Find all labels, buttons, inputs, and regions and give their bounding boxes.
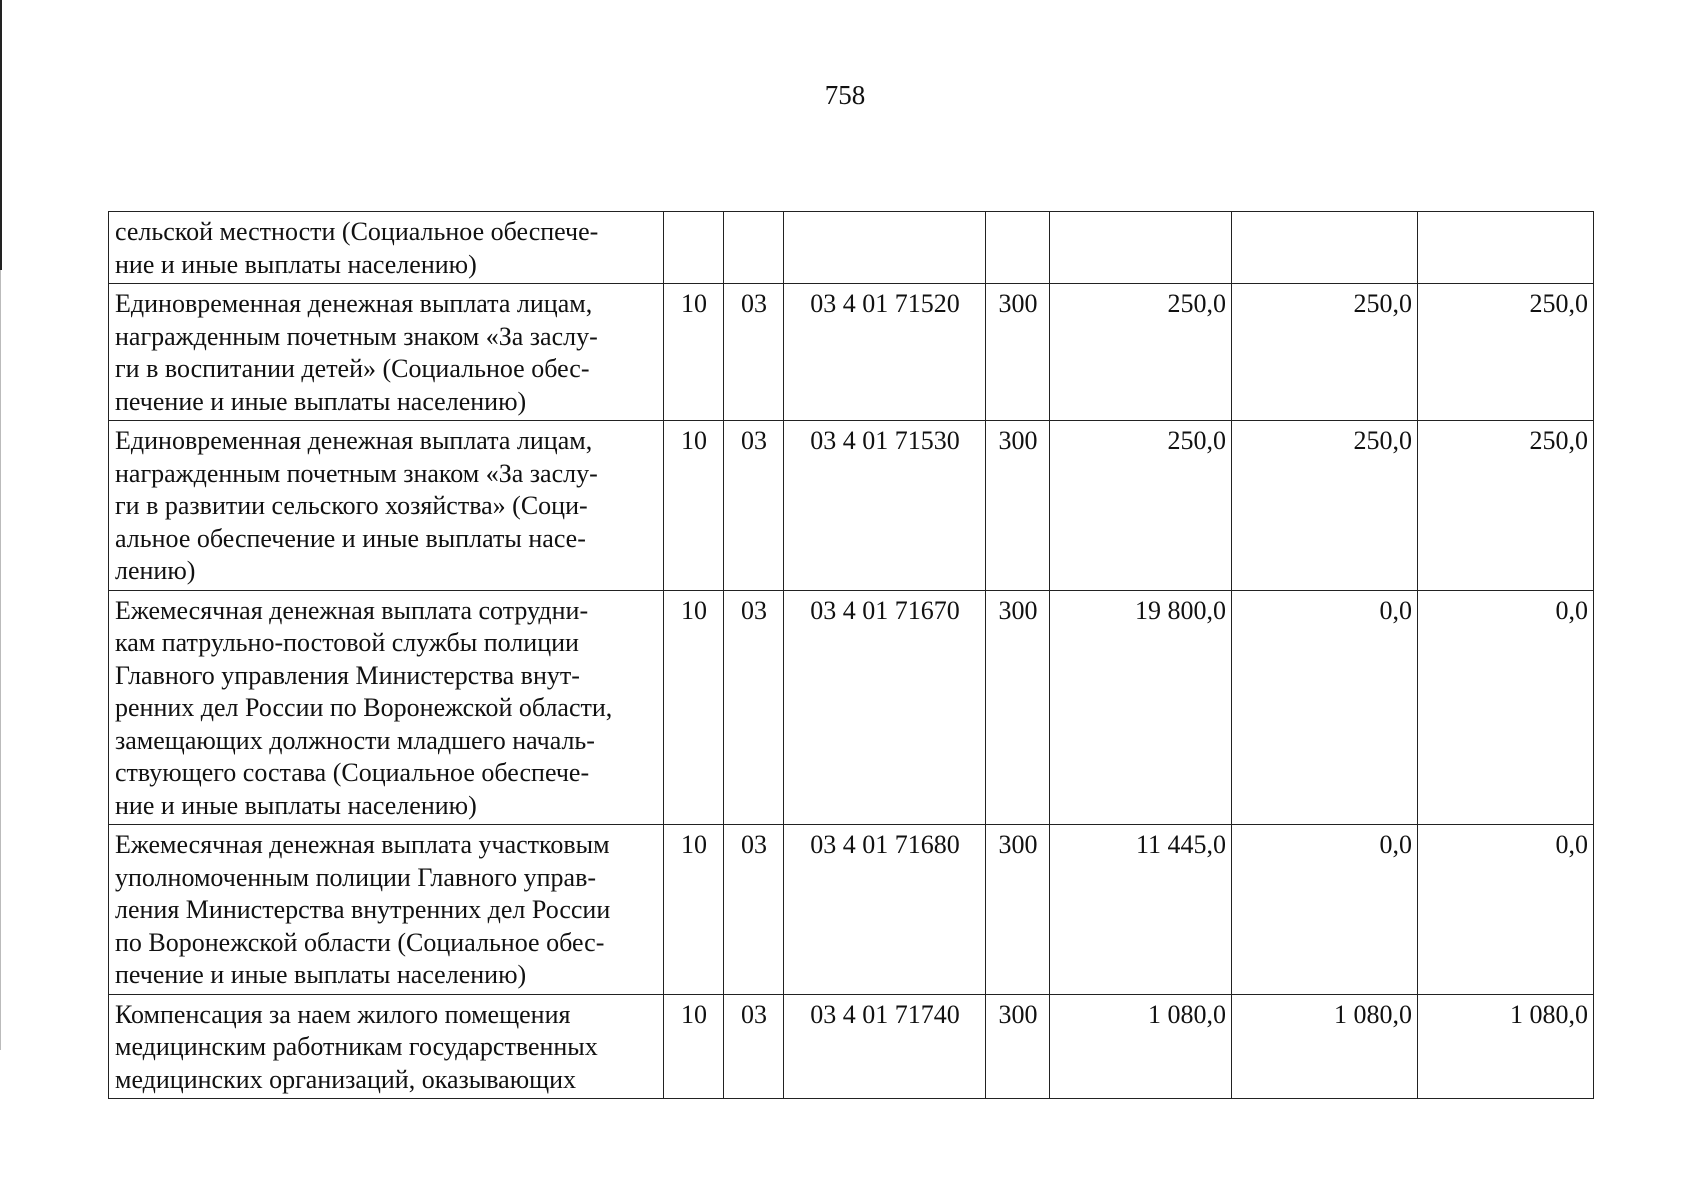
subsection-code-cell: 03	[724, 284, 784, 421]
amount-year-3-cell: 250,0	[1418, 421, 1594, 591]
table-body	[109, 212, 1594, 1099]
item-name-line: ние и иные выплаты населению)	[115, 790, 477, 820]
item-name-line: Компенсация за наем жилого помещения	[115, 999, 571, 1029]
item-name-cell	[109, 994, 664, 1099]
amount-year-2-cell: 1 080,0	[1232, 994, 1418, 1099]
target-article-code-cell: 03 4 01 71740	[784, 994, 986, 1099]
item-name-line: Единовременная денежная выплата лицам,	[115, 289, 593, 318]
amount-year-3-cell: 0,0	[1418, 825, 1594, 995]
item-name-line: ления Министерства внутренних дел России	[115, 895, 611, 924]
expense-type-code-cell: 300	[986, 994, 1050, 1099]
item-name-line: по Воронежской области (Социальное обес-	[115, 927, 605, 957]
item-name-line: Главного управления Министерства внут-	[115, 660, 580, 690]
subsection-code-cell: 03	[724, 825, 784, 995]
item-name-line: альное обеспечение и иные выплаты насе-	[115, 523, 586, 553]
subsection-code-cell: 03	[724, 421, 784, 591]
subsection-code-cell: 03	[724, 994, 784, 1099]
amount-year-3-cell: 250,0	[1418, 284, 1594, 421]
item-name-line: Ежемесячная денежная выплата сотрудни-	[115, 595, 589, 625]
subsection-code-cell	[724, 212, 784, 284]
amount-year-3-cell: 1 080,0	[1418, 994, 1594, 1099]
expense-type-code-cell: 300	[986, 825, 1050, 995]
amount-year-1-cell	[1050, 212, 1232, 284]
amount-year-2-cell	[1232, 212, 1418, 284]
item-name-line: ги в развитии сельского хозяйства» (Соци-	[115, 491, 588, 520]
expense-type-code-cell: 300	[986, 590, 1050, 825]
expense-type-code-cell: 300	[986, 284, 1050, 421]
table-row	[109, 994, 1594, 1099]
amount-year-1-cell: 250,0	[1050, 421, 1232, 591]
section-code-cell: 10	[664, 284, 724, 421]
section-code-cell	[664, 212, 724, 284]
amount-year-1-cell: 19 800,0	[1050, 590, 1232, 825]
item-name-line: сельской местности (Социальное обеспече-	[115, 217, 599, 246]
amount-year-1-cell: 250,0	[1050, 284, 1232, 421]
target-article-code-cell	[784, 212, 986, 284]
amount-year-2-cell: 0,0	[1232, 825, 1418, 995]
item-name-line: печение и иные выплаты населению)	[115, 386, 527, 416]
item-name-line: награжденным почетным знаком «За заслу-	[115, 458, 598, 488]
target-article-code-cell: 03 4 01 71670	[784, 590, 986, 825]
item-name-line: Единовременная денежная выплата лицам,	[115, 426, 593, 455]
target-article-code-cell: 03 4 01 71520	[784, 284, 986, 421]
item-name-line: Ежемесячная денежная выплата участковым	[115, 830, 610, 859]
item-name-line: награжденным почетным знаком «За заслу-	[115, 321, 598, 351]
item-name-line: кам патрульно-постовой службы полиции	[115, 628, 579, 657]
amount-year-1-cell: 11 445,0	[1050, 825, 1232, 995]
table-row	[109, 590, 1594, 825]
section-code-cell: 10	[664, 825, 724, 995]
budget-table	[108, 211, 1594, 1099]
item-name-line: замещающих должности младшего началь-	[115, 725, 595, 755]
item-name-line: медицинских организаций, оказывающих	[115, 1064, 577, 1094]
section-code-cell: 10	[664, 590, 724, 825]
item-name-line: ствующего состава (Социальное обеспече-	[115, 758, 590, 787]
item-name-line: лению)	[115, 556, 196, 585]
item-name-line: ренних дел России по Воронежской области,	[115, 693, 613, 722]
item-name-cell	[109, 284, 664, 421]
table-row	[109, 421, 1594, 591]
target-article-code-cell: 03 4 01 71680	[784, 825, 986, 995]
table-row	[109, 284, 1594, 421]
item-name-cell	[109, 825, 664, 995]
amount-year-2-cell: 250,0	[1232, 284, 1418, 421]
amount-year-2-cell: 250,0	[1232, 421, 1418, 591]
scan-edge-mark-lower	[0, 270, 1, 1050]
table-row	[109, 825, 1594, 995]
table-row	[109, 212, 1594, 284]
expense-type-code-cell	[986, 212, 1050, 284]
item-name-line: ние и иные выплаты населению)	[115, 249, 477, 279]
section-code-cell: 10	[664, 421, 724, 591]
amount-year-3-cell	[1418, 212, 1594, 284]
scan-edge-mark	[0, 0, 2, 270]
item-name-line: печение и иные выплаты населению)	[115, 960, 527, 989]
item-name-line: уполномоченным полиции Главного управ-	[115, 862, 596, 892]
target-article-code-cell: 03 4 01 71530	[784, 421, 986, 591]
page-number: 758	[824, 80, 866, 110]
expense-type-code-cell: 300	[986, 421, 1050, 591]
subsection-code-cell: 03	[724, 590, 784, 825]
item-name-line: ги в воспитании детей» (Социальное обес-	[115, 354, 590, 383]
amount-year-2-cell: 0,0	[1232, 590, 1418, 825]
amount-year-1-cell: 1 080,0	[1050, 994, 1232, 1099]
section-code-cell: 10	[664, 994, 724, 1099]
item-name-line: медицинским работникам государственных	[115, 1032, 598, 1061]
amount-year-3-cell: 0,0	[1418, 590, 1594, 825]
item-name-cell	[109, 212, 664, 284]
item-name-cell	[109, 421, 664, 591]
item-name-cell	[109, 590, 664, 825]
